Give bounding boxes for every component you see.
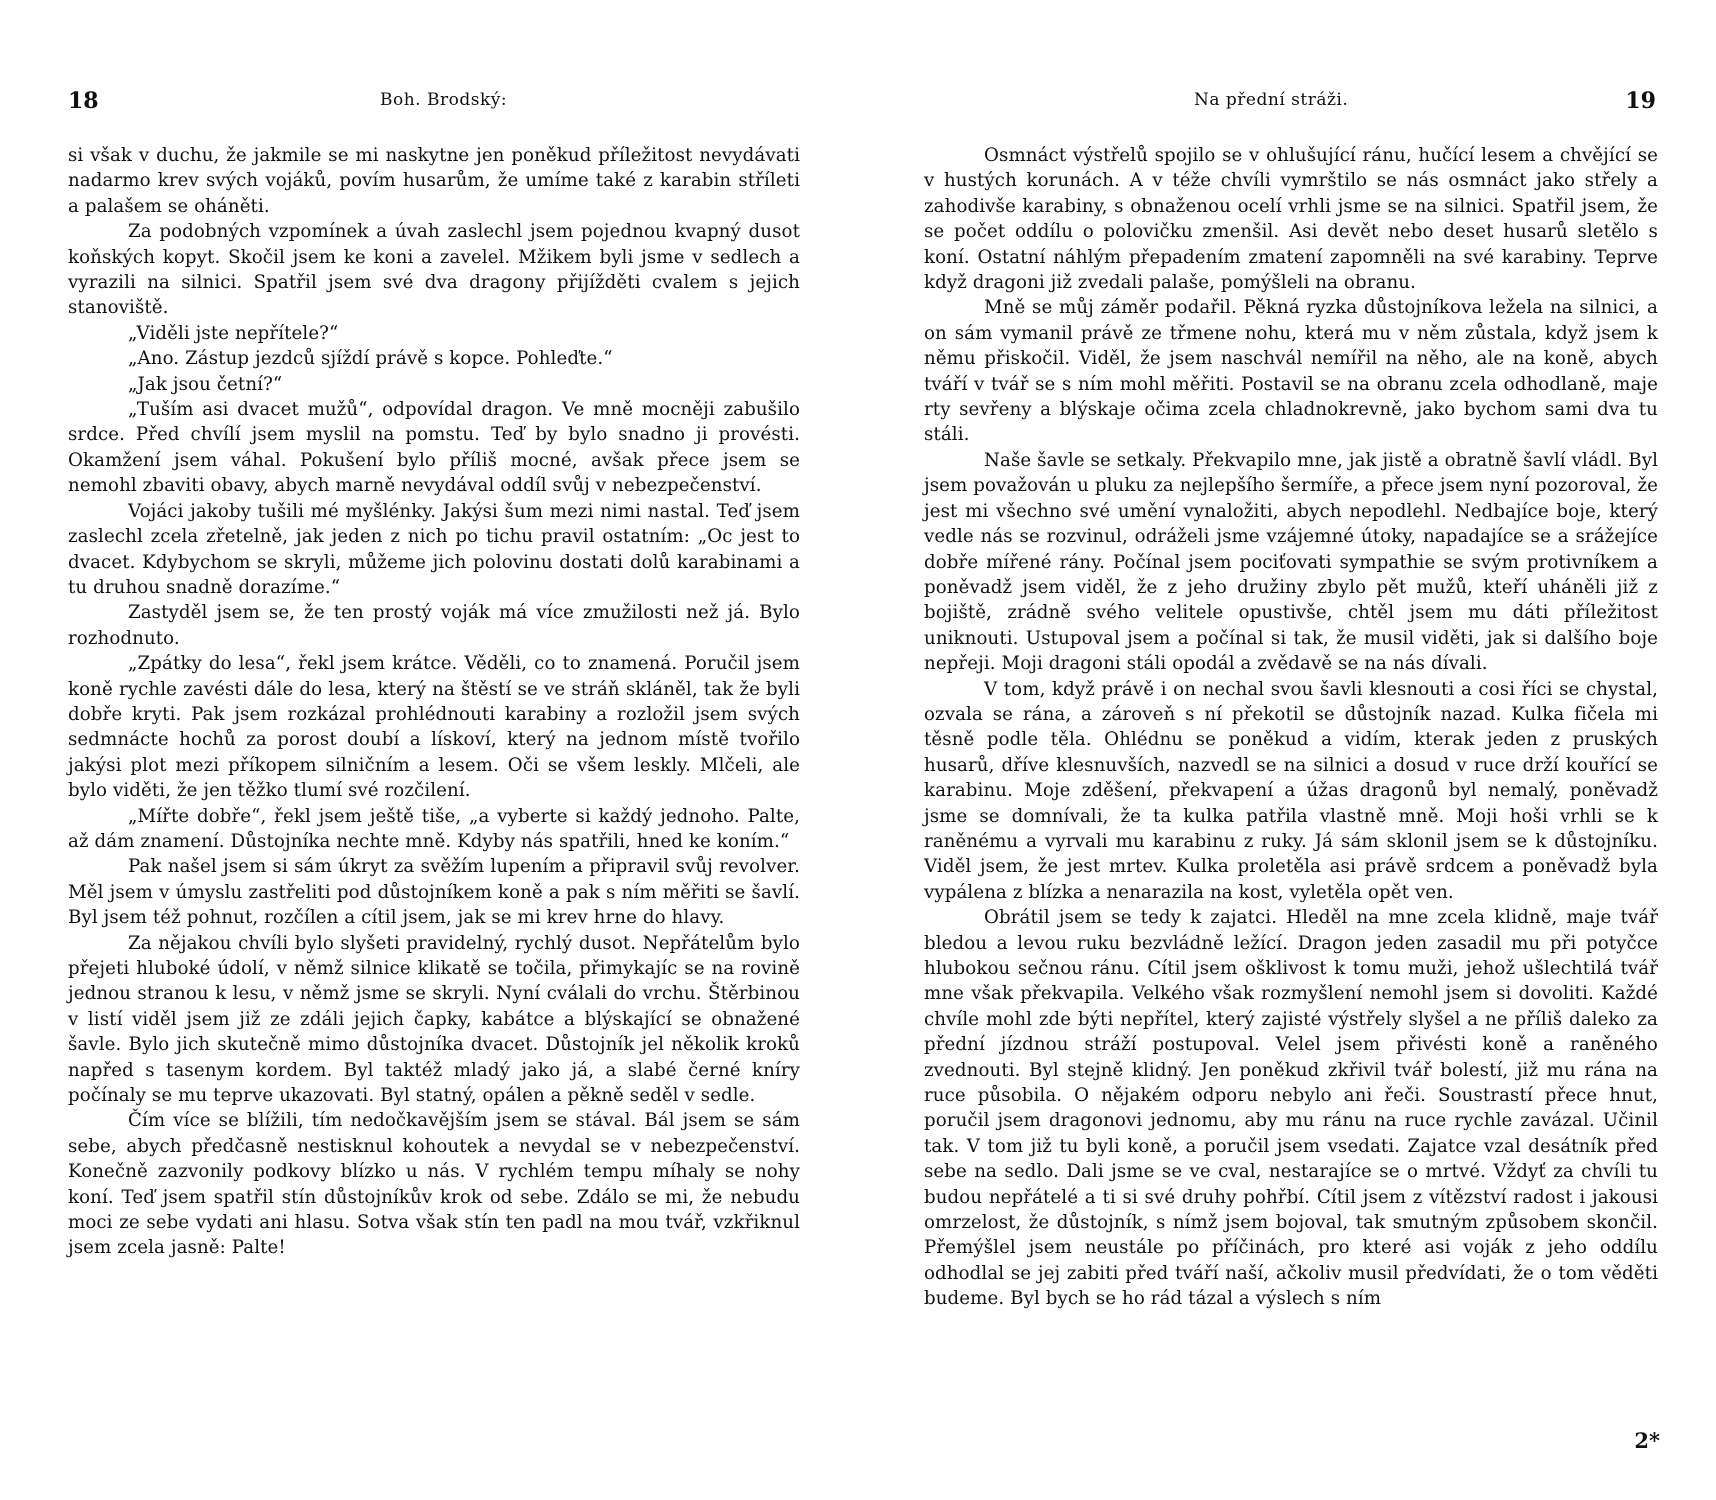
- right-page-body: [924, 143, 1658, 1312]
- left-page-body: [68, 143, 800, 1261]
- paragraph: Obrátil jsem se tedy k zajatci. Hleděl na mne zcela klidně, maje tvář bledou a levou ruku bezvládně ležící. Dragon jeden zasadil mu při potyčce hlubokou sečnou ránu. Cítil jsem ošklivost k tomu muži, jehož ušlechtilá tvář mne však překvapila. Velkého však rozmyšlení nemohl jsem si dovoliti. Každé chvíle mohl zde býti nepřítel, který zajisté výstřely slyšel a ne příliš daleko za přední jízdnou stráží postupoval. Velel jsem přivésti koně a raněného zvednouti. Byl stejně klidný. Jen poněkud zkřivil tvář bolestí, již mu rána na ruce působila. O nějakém odporu nebylo ani řeči. Soustrastí přece hnut, poručil jsem dragonovi jednomu, aby mu ránu na ruce rychle zavázal. Učinil tak. V tom již tu byli koně, a poručil jsem vsedati. Zajatce vzal desátník před sebe na sedlo. Dali jsme se ve cval, nestarajíce se o mrtvé. Vždyť za chvíli tu budou nepřátelé a ti si své druhy pohřbí. Cítil jsem z vítězství radost i jakousi omrzelost, že důstojník, s nímž jsem bojoval, tak smutným způsobem skončil. Přemýšlel jsem neustále po příčinách, pro které asi voják z jeho oddílu odhodlal se jej zabiti před tváří naší, ačkoliv musil předvídati, že o tom věděti budeme. Byl bych se ho rád tázal a výslech s ním: [924, 907, 1658, 1310]
- paragraph: si však v duchu, že jakmile se mi naskytne jen poněkud příležitost nevydávati nadarmo krev svých vojáků, povím husarům, že umíme také z karabin stříleti a palašem se oháněti.: [68, 145, 800, 217]
- running-head-title: Na přední stráži.: [1194, 90, 1349, 110]
- printer-signature-mark: 2*: [1634, 1428, 1660, 1453]
- right-page: [858, 0, 1716, 1500]
- paragraph: „Viděli jste nepřítele?“: [128, 322, 339, 344]
- paragraph: „Jak jsou četní?“: [128, 373, 283, 395]
- paragraph: „Ano. Zástup jezdců sjíždí právě s kopce. Pohleďte.“: [128, 348, 613, 370]
- paragraph: „Tuším asi dvacet mužů“, odpovídal dragon. Ve mně mocněji zabušilo srdce. Před chvílí jsem myslil na pomstu. Teď by bylo snadno ji provésti. Okamžení jsem váhal. Pokušení bylo příliš mocné, avšak přece jsem se nemohl zbaviti obavy, abych marně nevydával oddíl svůj v nebezpečenství.: [68, 399, 800, 497]
- page-number: 18: [68, 88, 99, 114]
- paragraph: V tom, když právě i on nechal svou šavli klesnouti a cosi říci se chystal, ozvala se rána, a zároveň s ní překotil se důstojník nazad. Kulka fičela mi těsně podle těla. Ohlédnu se poněkud a vidím, kterak jeden z pruských husarů, dříve klesnuvších, nazvedl se na silnici a dosud v ruce drží kouřící se karabinu. Moje zděšení, překvapení a úžas dragonů byl nemalý, poněvadž jsme se domnívali, že ta kulka patřila vlastně mně. Moji hoši vrhli se k raněnému a vyrvali mu karabinu z ruky. Já sám sklonil jsem se k důstojníku. Viděl jsem, že jest mrtev. Kulka proletěla asi právě srdcem a poněvadž byla vypálena z blízka a nenarazila na kost, vyletěla opět ven.: [924, 678, 1658, 903]
- paragraph: Mně se můj záměr podařil. Pěkná ryzka důstojníkova ležela na silnici, a on sám vymanil právě ze třmene nohu, která mu v něm zůstala, když jsem k němu přiskočil. Viděl, že jsem naschvál nemířil na něho, ale na koně, abych tváří v tvář se s ním mohl měřiti. Postavil se na obranu zcela odhodlaně, maje rty sevřeny a blýskaje očima zcela chladnokrevně, jako bychom sami dva tu stáli.: [924, 297, 1658, 446]
- running-head-author: Boh. Brodský:: [380, 90, 508, 110]
- paragraph: Osmnáct výstřelů spojilo se v ohlušující ránu, hučící lesem a chvějící se v hustých korunách. A v téže chvíli vymrštilo se nás osmnáct jako střely a zahodivše karabiny, s obnaženou ocelí vrhli jsme se na silnici. Spatřil jsem, že se počet oddílu o polovičku zmenšil. Asi devět nebo deset husarů sletělo s koní. Ostatní náhlým přepadením zmatení zapomněli na své karabiny. Teprve když dragoni již zvedali palaše, pomýšleli na obranu.: [924, 145, 1658, 294]
- paragraph: Čím více se blížili, tím nedočkavějším jsem se stával. Bál jsem se sám sebe, abych předčasně nestisknul kohoutek a nevydal se v nebezpečenství. Konečně zazvonily podkovy blízko u nás. V rychlém tempu míhaly se nohy koní. Teď jsem spatřil stín důstojníkův krok od sebe. Zdálo se mi, že nebudu moci ze sebe vydati ani hlasu. Sotva však stín ten padl na mou tvář, vzkřiknul jsem zcela jasně: Palte!: [68, 1110, 800, 1259]
- right-page-header: [924, 88, 1656, 128]
- left-page-header: [68, 88, 798, 128]
- paragraph: Za nějakou chvíli bylo slyšeti pravidelný, rychlý dusot. Nepřátelům bylo přejeti hluboké údolí, v němž silnice klikatě se točila, přimykajíc se na rovině jednou stranou k lesu, v němž jsme se skryli. Nyní cválali do vrchu. Štěrbinou v listí viděl jsem již ze zdáli jejich čapky, kabátce a blýskající se obnažené šavle. Bylo jich skutečně mimo důstojníka dvacet. Důstojník jel několik kroků napřed s tasenym kordem. Byl taktéž mladý jako já, a slabé černé kníry počínaly se mu teprve ukazovati. Byl statný, opálen a pěkně seděl v sedle.: [68, 932, 800, 1107]
- paragraph: Vojáci jakoby tušili mé myšlénky. Jakýsi šum mezi nimi nastal. Teď jsem zaslechl zcela zřetelně, jak jeden z nich po tichu pravil ostatním: „Oc jest to dvacet. Kdybychom se skryli, můžeme jich polovinu dostati dolů karabinami a tu druhou snadně dorazíme.“: [68, 500, 800, 598]
- paragraph: „Zpátky do lesa“, řekl jsem krátce. Věděli, co to znamená. Poručil jsem koně rychle zavésti dále do lesa, který na štěstí se ve stráň skláněl, tak že byli dobře kryti. Pak jsem rozkázal prohlédnouti karabiny a rozložil jsem svých sedmnácte hochů za porost doubí a lískoví, který na jednom místě tvořilo jakýsi plot mezi příkopem silničním a lesem. Oči se všem leskly. Mlčeli, ale bylo viděti, že jen těžko tlumí své rozčilení.: [68, 653, 800, 802]
- page-number: 19: [1625, 88, 1656, 114]
- paragraph: „Mířte dobře“, řekl jsem ještě tiše, „a vyberte si každý jednoho. Palte, až dám znamení. Důstojníka nechte mně. Kdyby nás spatřili, hned ke koním.“: [68, 805, 800, 852]
- paragraph: Za podobných vzpomínek a úvah zaslechl jsem pojednou kvapný dusot koňských kopyt. Skočil jsem ke koni a zavelel. Mžikem byli jsme v sedlech a vyrazili na silnici. Spatřil jsem své dva dragony přijížděti cvalem s jejich stanoviště.: [68, 221, 800, 319]
- paragraph: Naše šavle se setkaly. Překvapilo mne, jak jistě a obratně šavlí vládl. Byl jsem považován u pluku za nejlepšího šermíře, a přece jsem nyní pozoroval, že jest mi všechno své umění vynaložiti, abych nepodlehl. Nedbajíce boje, který vedle nás se rozvinul, odráželi jsme vzájemné útoky, napadajíce se a srážejíce dobře mířené rány. Počínal jsem pociťovati sympathie se svým protivníkem a poněvadž jsem viděl, že z jeho družiny zbylo pět mužů, kteří uháněli již z bojiště, zrádně svého velitele opustivše, chtěl jsem mu dáti příležitost uniknouti. Ustupoval jsem a počínal si tak, že musil viděti, jak si dalšího boje nepřeji. Moji dragoni stáli opodál a zvědavě se na nás dívali.: [924, 449, 1658, 675]
- paragraph: Pak našel jsem si sám úkryt za svěžím lupením a připravil svůj revolver. Měl jsem v úmyslu zastřeliti pod důstojníkem koně a pak s ním měřiti se šavlí. Byl jsem též pohnut, rozčílen a cítil jsem, jak se mi krev hrne do hlavy.: [68, 856, 800, 929]
- paragraph: Zastyděl jsem se, že ten prostý voják má více zmužilosti než já. Bylo rozhodnuto.: [68, 602, 800, 649]
